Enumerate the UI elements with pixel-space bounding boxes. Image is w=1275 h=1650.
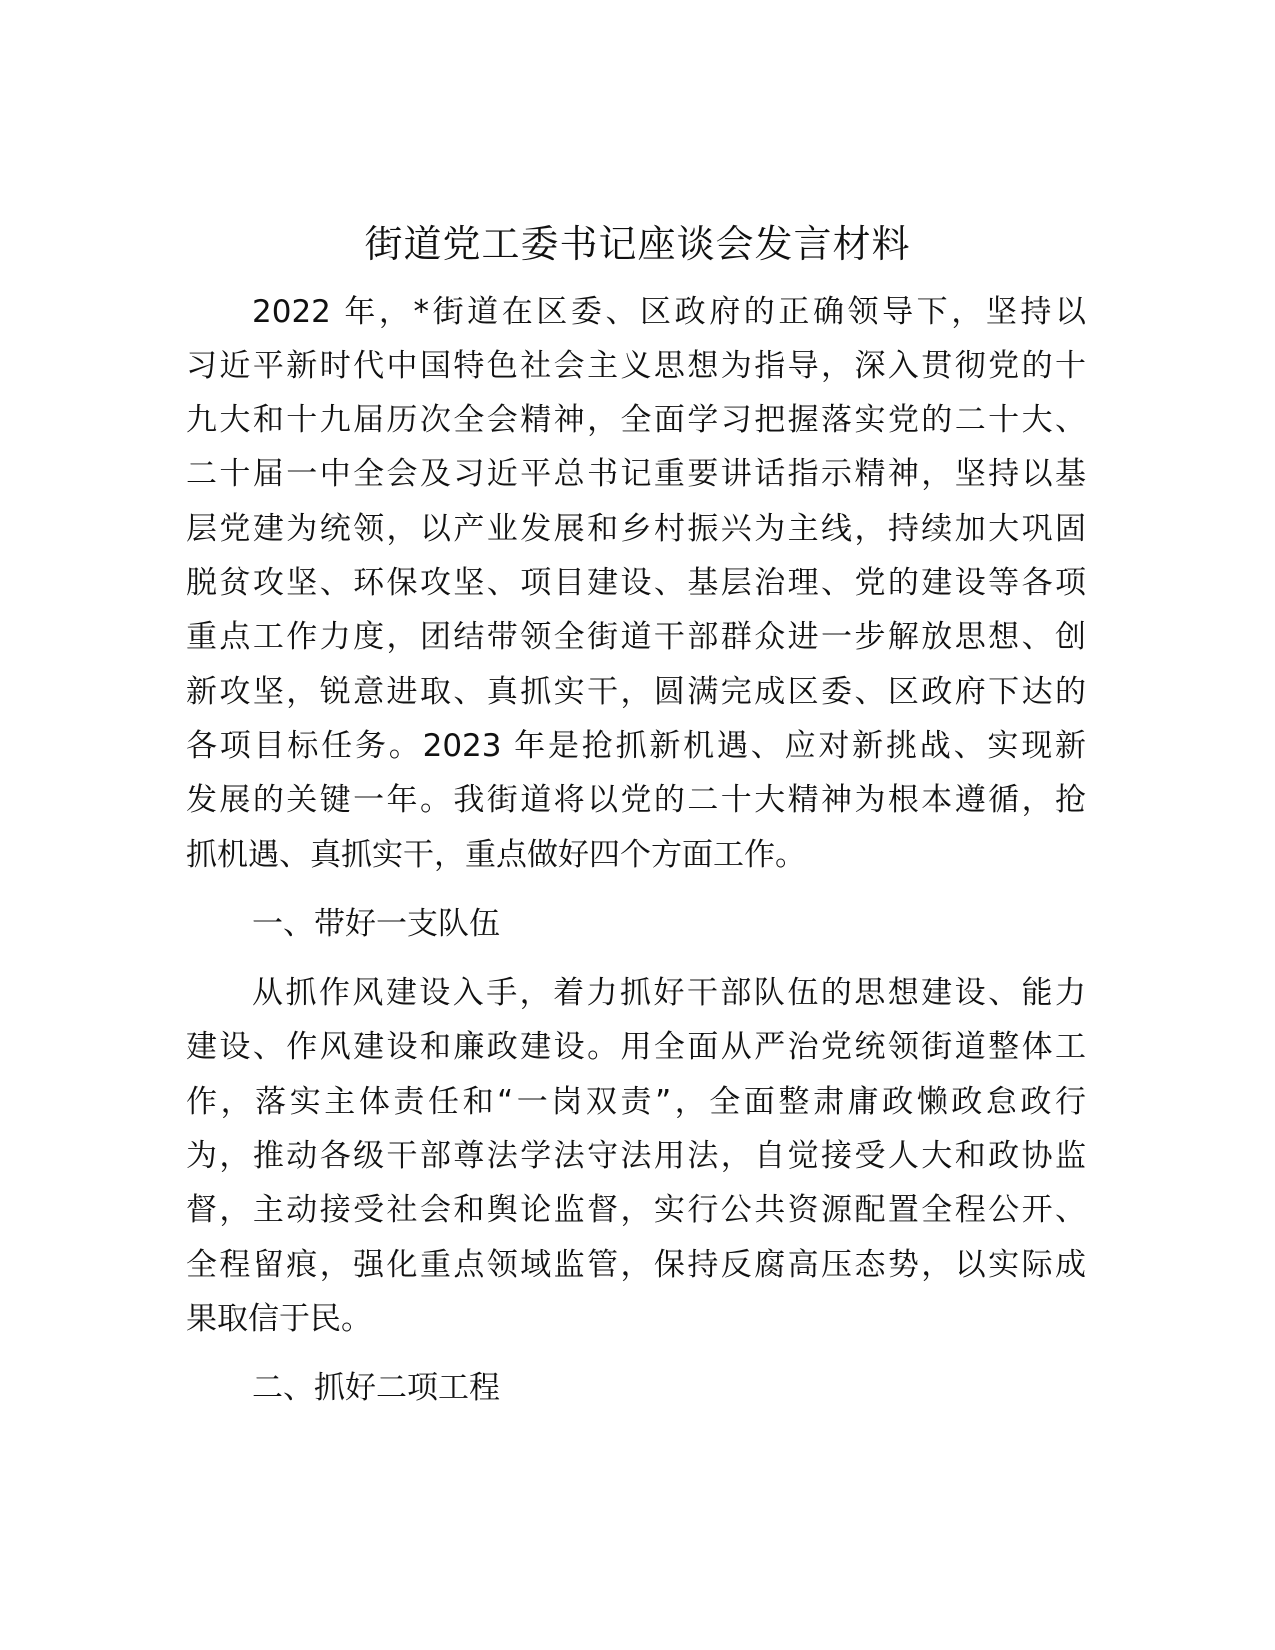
paragraph-line: 作，落实主体责任和“一岗双责”，全面整肃庸政懒政怠政行 [186, 1084, 1086, 1120]
paragraph-line: 为，推动各级干部尊法学法守法用法，自觉接受人大和政协监 [186, 1138, 1086, 1174]
paragraph-line: 全程留痕，强化重点领域监管，保持反腐高压态势，以实际成 [186, 1247, 1086, 1283]
paragraph-line: 督，主动接受社会和舆论监督，实行公共资源配置全程公开、 [186, 1192, 1086, 1228]
paragraph-line: 九大和十九届历次全会精神，全面学习把握落实党的二十大、 [186, 402, 1086, 438]
section-heading: 二、抓好二项工程 [252, 1370, 500, 1406]
paragraph-line: 脱贫攻坚、环保攻坚、项目建设、基层治理、党的建设等各项 [186, 565, 1086, 601]
paragraph-line: 建设、作风建设和廉政建设。用全面从严治党统领街道整体工 [186, 1029, 1086, 1065]
paragraph-line: 二十届一中全会及习近平总书记重要讲话指示精神，坚持以基 [186, 456, 1086, 492]
document-title: 街道党工委书记座谈会发言材料 [364, 222, 911, 266]
paragraph-line: 各项目标任务。2023 年是抢抓新机遇、应对新挑战、实现新 [186, 728, 1086, 764]
paragraph-line: 发展的关键一年。我街道将以党的二十大精神为根本遵循，抢 [186, 782, 1086, 818]
paragraph-line: 层党建为统领，以产业发展和乡村振兴为主线，持续加大巩固 [186, 511, 1086, 547]
paragraph-line: 习近平新时代中国特色社会主义思想为指导，深入贯彻党的十 [186, 348, 1086, 384]
section-heading: 一、带好一支队伍 [252, 906, 500, 942]
paragraph-line: 2022 年，*街道在区委、区政府的正确领导下，坚持以 [252, 294, 1086, 330]
paragraph-line: 新攻坚，锐意进取、真抓实干，圆满完成区委、区政府下达的 [186, 674, 1086, 710]
paragraph-line: 从抓作风建设入手，着力抓好干部队伍的思想建设、能力 [252, 975, 1086, 1011]
paragraph-line: 重点工作力度，团结带领全街道干部群众进一步解放思想、创 [186, 619, 1086, 655]
paragraph-line: 抓机遇、真抓实干，重点做好四个方面工作。 [186, 837, 806, 873]
paragraph-line: 果取信于民。 [186, 1301, 372, 1337]
